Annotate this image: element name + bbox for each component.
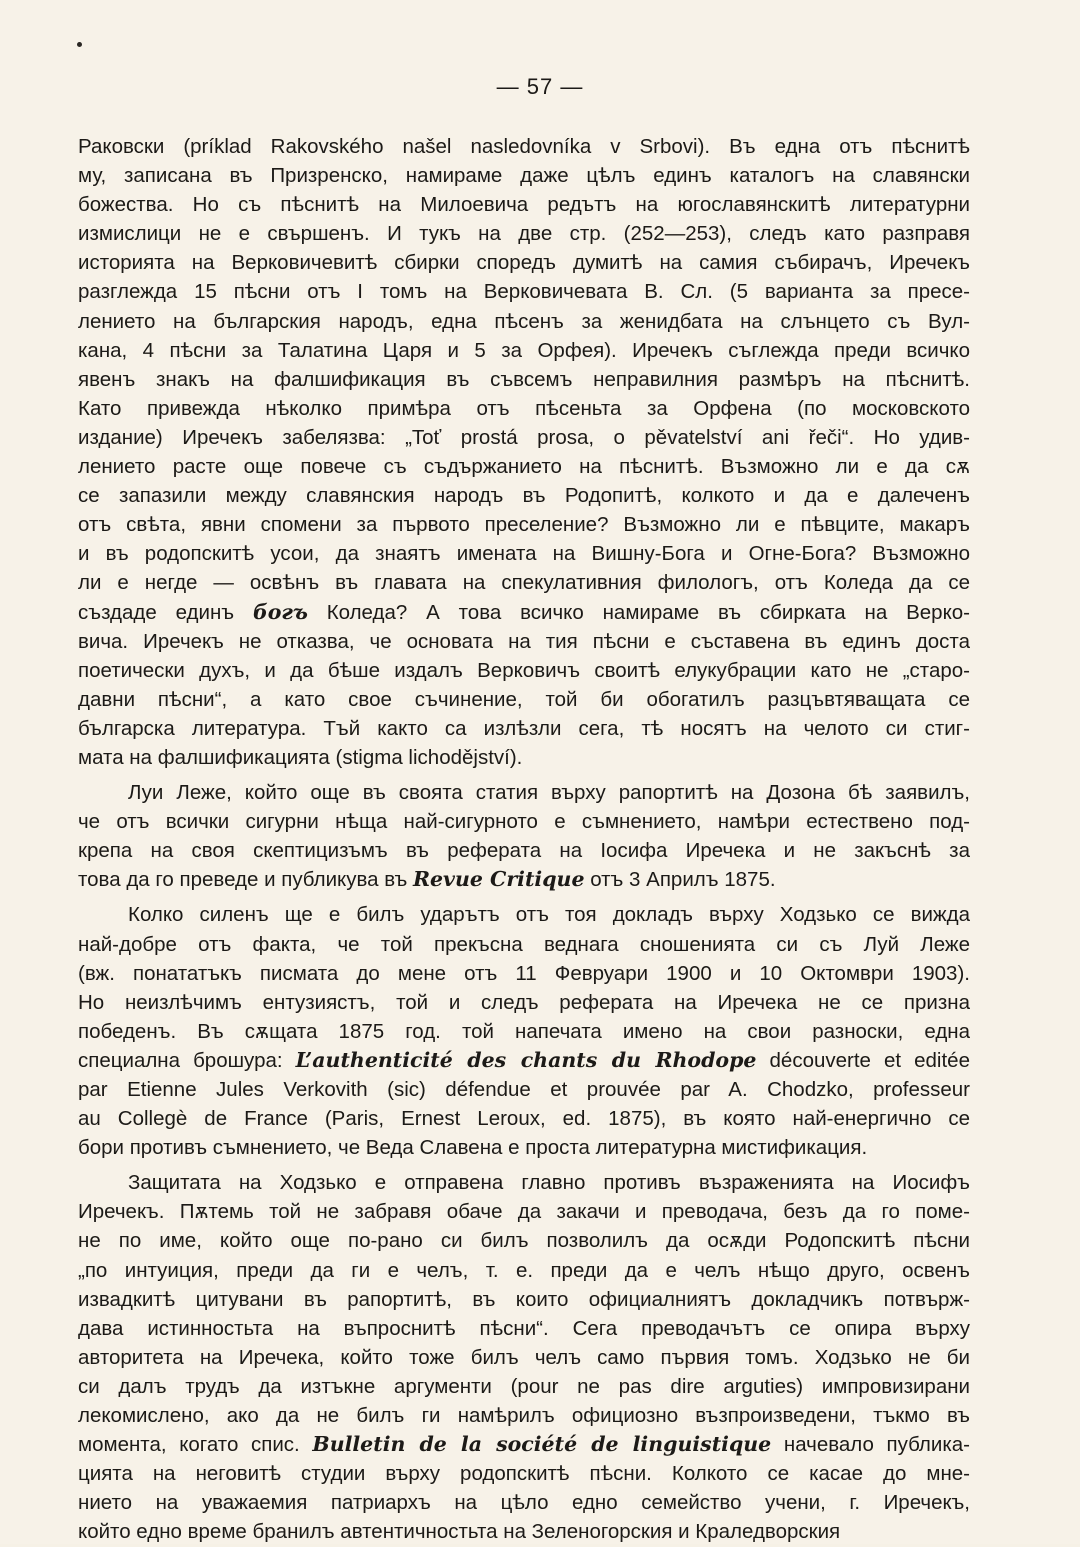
text-line: божества. Но съ пѣснитѣ на Милоевича редътъ на югославянскитѣ литературни — [78, 193, 970, 217]
text-line: поетически духъ, и да бѣше издалъ Верковичъ своитѣ елукубрации като не „старо- — [78, 658, 970, 682]
text-line: лекомислено, ако да не билъ ги намѣрилъ официозно възпроизведени, тъкмо въ — [78, 1404, 970, 1428]
text-line: цията на неговитѣ студии върху родопскитѣ пѣсни. Колкото се касае до мне- — [78, 1462, 970, 1486]
italic-title: L’authenticité des chants du Rhodope — [295, 1047, 757, 1072]
text-line: му, записана въ Призренско, намираме даже цѣлъ единъ каталогъ на славянски — [78, 164, 970, 188]
italic-title: Revue Critique — [412, 867, 585, 892]
text-segment: момента, когато спис. — [78, 1433, 313, 1457]
text-line: Защитата на Ходзько е отправена главно противъ възраженията на Иосифъ — [128, 1171, 970, 1195]
paragraph — [78, 778, 970, 894]
text-line: явенъ знакъ на фалшификация въ съвсемъ неправилния размѣръ на пѣснитѣ. — [78, 367, 970, 391]
text-line: отъ свѣта, явни спомени за първото преселение? Възможно ли е пѣвците, макаръ — [78, 513, 970, 537]
text-segment: начевало публика- — [771, 1433, 970, 1457]
text-line: кана, 4 пѣсни за Талатина Царя и 5 за Орфея). Иречекъ съглежда преди всичко — [78, 338, 970, 362]
text-line: българска литература. Тъй както са излѣзли сега, тѣ носятъ на челото си стиг- — [78, 716, 970, 740]
text-line — [78, 598, 970, 627]
text-line — [78, 1046, 970, 1075]
text-line: се запазили между славянския народъ въ Родопитѣ, колкото и да е далеченъ — [78, 484, 970, 508]
paragraph — [78, 1168, 970, 1546]
text-line — [78, 865, 970, 894]
text-line: бори противъ съмнението, че Веда Славена е проста литературна мистификация. — [78, 1136, 868, 1160]
text-line: Като привежда нѣколко примѣра отъ пѣсеньта за Орфена (по московското — [78, 396, 970, 420]
text-line: Иречекъ. Пѫтемь той не забравя обаче да закачи и преводача, безъ да го поме- — [78, 1200, 970, 1224]
text-line: измислици не е свършенъ. И тукъ на две стр. (252—253), следъ като разправя — [78, 222, 970, 246]
body-text — [78, 132, 970, 1547]
text-line: Но неизлѣчимъ ентузиястъ, той и следъ реферата на Иречека не се призна — [78, 990, 970, 1014]
text-line: авторитета на Иречека, който тоже билъ челъ само първия томъ. Ходзько не би — [78, 1345, 970, 1369]
text-line: издание) Иречекъ забелязва: „Toť prostá prosa, o pěvatelství ani řeči“. Но удив- — [78, 425, 970, 449]
text-line: крепа на своя скептицизъмъ въ реферата на Iосифа Иречека и не закъснѣ за — [78, 839, 970, 863]
text-segment: създаде единъ — [78, 600, 253, 624]
text-line: победенъ. Въ сѫщата 1875 год. той напечата имено на свои разноски, една — [78, 1019, 970, 1043]
ink-dot-mark — [77, 42, 82, 47]
text-line: че отъ всички сигурни нѣща най-сигурното е съмнението, намѣри естествено под- — [78, 810, 970, 834]
text-line: вича. Иречекъ не отказва, че основата на тия пѣсни е съставена въ единъ доста — [78, 629, 970, 653]
text-line: историята на Верковичевитѣ сбирки споредъ думитѣ на самия събирачъ, Иречекъ — [78, 251, 970, 275]
text-segment: специална брошура: — [78, 1048, 296, 1072]
text-segment: Коледа? А това всичко намираме въ сбирката на Верко- — [307, 600, 970, 624]
text-line: разглежда 15 пѣсни отъ I томъ на Верковичевата В. Сл. (5 варианта за пресе- — [78, 280, 970, 304]
italic-title: богъ — [252, 599, 308, 624]
text-line: не по име, който още по-рано си билъ позволилъ да осѫди Родопскитѣ пѣсни — [78, 1229, 970, 1253]
text-segment: découverte et editée — [756, 1048, 970, 1072]
text-line: нието на уважаемия патриархъ на цѣло едно семейство учени, г. Иречекъ, — [78, 1491, 970, 1515]
text-line: ли е негде — освѣнъ въ главата на спекулативния филологъ, отъ Коледа да се — [78, 571, 970, 595]
text-line: извадкитѣ цитувани въ рапортитѣ, въ които официалниятъ докладчикъ потвърж- — [78, 1287, 970, 1311]
paragraph — [78, 132, 970, 772]
text-line: par Etienne Jules Verkovith (sic) défendue et prouvée par A. Chodzko, professeur — [78, 1078, 970, 1101]
text-line: au Collegè de France (Paris, Ernest Leroux, ed. 1875), въ която най-енергично се — [78, 1107, 970, 1131]
text-line: давни пѣсни“, а като свое съчинение, той би обогатилъ разцъвтяващата се — [78, 687, 970, 711]
text-segment: отъ 3 Априлъ 1875. — [584, 868, 776, 892]
text-line: лението расте още повече съ съдържанието на пѣснитѣ. Възможно ли е да сѫ — [78, 455, 970, 479]
text-line: „по интуиция, преди да ги е челъ, т. е. преди да е челъ нѣщо друго, освенъ — [78, 1258, 970, 1282]
text-line: дава истинностьта на въпроснитѣ пѣсни“. Сега преводачътъ се опира върху — [78, 1316, 970, 1340]
text-line: мата на фалшификацията (stigma lichodějství). — [78, 745, 523, 769]
text-line: (вж. понататъкъ писмата до мене отъ 11 Февруари 1900 и 10 Октомври 1903). — [78, 961, 970, 985]
italic-title: Bulletin de la société de linguistique — [312, 1432, 772, 1457]
text-line: Луи Леже, който още въ своята статия върху рапортитѣ на Дозона бѣ заявилъ, — [128, 781, 970, 805]
paragraph — [78, 900, 970, 1162]
text-line: Раковски (príklad Rakovského našel nasledovníka v Srbovi). Въ една отъ пѣснитѣ — [78, 135, 970, 158]
text-segment: това да го преведе и публикува въ — [78, 868, 413, 892]
text-line: най-добре отъ факта, че той прекъсна веднага сношенията си съ Луй Леже — [78, 932, 970, 956]
text-line: който едно време бранилъ автентичностьта на Зеленогорския и Краледворския — [78, 1520, 841, 1544]
text-line: си далъ трудъ да изтъкне аргументи (pour ne pas dire arguties) импровизирани — [78, 1374, 970, 1398]
text-line — [78, 1430, 970, 1459]
page-number: — 57 — — [496, 74, 584, 99]
text-line: и въ родопскитѣ усои, да знаятъ имената на Вишну-Бога и Огне-Бога? Възможно — [78, 542, 970, 566]
text-line: лението на българския народъ, една пѣсенъ за женидбата на слънцето съ Вул- — [78, 309, 970, 333]
text-line: Колко силенъ ще е билъ ударътъ отъ тоя докладъ върху Ходзько се вижда — [128, 903, 970, 927]
